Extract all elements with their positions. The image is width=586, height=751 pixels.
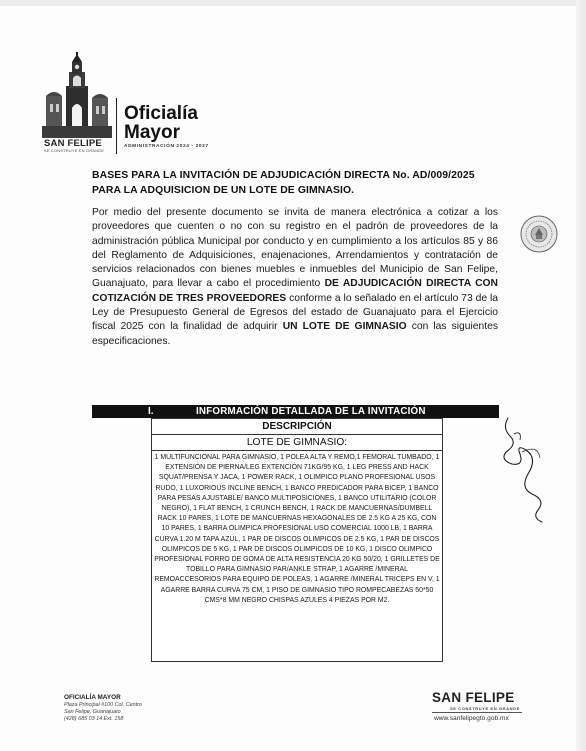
table-item-detail: 1 MULTIFUNCIONAL PARA GIMNASIO, 1 POLEA ALTA Y REMO,1 FEMORAL TUMBADO, 1 EXTENSIÓN DE PIERNA/LEG EXTENCIÓN 71KG/95 KG, 1 LEG PRESS AND HACK SQUAT/PRENSA Y JACA, 1 POWER RACK, 1 OLIMPICO PLANO PROFESIONAL USOS RUDO, 1 LUXORIOUS INCLINE BENCH, 1 BANCO PREDICADOR PARA BICEP, 1 BANCO PARA PESAS AJUSTABLE/ BANCO MULTIPOSICIONES, 1 BANCO UTILITARIO (COLOR NEGRO), 1 FLAT BENCH, 1 CRUNCH BENCH, 1 RACK DE MANCUERNAS/DUMBELL RACK 10 PARES, 1 LOTE DE MANCUERNAS HEXAGONALES DE 2.5 KG A 25 KG, CON 10 PARES, 1 BARRA OLIMPICA PROFESIONAL USO COMERCIAL 1000 LB, 1 BARRA CURVA 1.20 M TAPA AZUL, 1 PAR DE DISCOS OLIMPICOS DE 2.5 KG, 1 PAR DE DISCOS OLIMPICOS DE 5 KG, 1 PAR DE DISCOS OLIMPICOS DE 10 KG, 1 DISCO OLIMPICO PROFESIONAL FORRO DE GOMA DE ALTA RESISTENCIA 20 KG 50/20, 1 GRILLETES DE TOBILLO PARA GIMNASIO PAR/ANKLE STRAP, 1 AGARRE /MINERAL REMOACCESORIOS PARA EQUIPO DE POLEAS, 1 AGARRE /MINERAL TRICEPS EN V, 1 AGARRE BARRA CURVA 75 CM, 1 PISO DE GIMNASIO TIPO ROMPECABEZAS 50*50 CMS*8 MM NEGRO CHISPAS AZULES 4 PIEZAS POR M2.	[154, 454, 440, 604]
municipal-logo	[42, 52, 112, 152]
paragraph-text-2: conforme a lo señalado en el artículo 73 de la Ley de Presupuesto General de Egresos del estado de Guanajuato para el Ejercicio fiscal 2025 con la finalidad de adquirir	[92, 292, 498, 333]
scan-edge-top	[0, 0, 586, 6]
footer-phone: (428) 685 03 14 Ext. 158	[64, 716, 124, 722]
invitation-paragraph	[92, 206, 498, 349]
description-table	[151, 418, 443, 662]
paragraph-bold-1: DE ADJUDICACIÓN DIRECTA CON COTIZACIÓN DE TRES PROVEEDORES	[92, 278, 498, 304]
official-seal	[520, 215, 558, 253]
footer-contact	[64, 694, 142, 723]
signature-mark	[498, 414, 558, 524]
table-header-description: DESCRIPCIÓN	[152, 419, 442, 435]
logo-tagline: SE CONSTRUYE EN GRANDE	[44, 149, 105, 153]
document-title	[92, 168, 512, 198]
department-line-2: Mayor	[124, 122, 180, 143]
section-number: I.	[148, 406, 154, 417]
footer-website[interactable]: www.sanfelipegto.gob.mx	[434, 715, 509, 722]
table-item-title: LOTE DE GIMNASIO:	[152, 435, 442, 451]
department-title	[124, 104, 198, 142]
paragraph-text-3: con las siguientes especificaciones.	[92, 321, 498, 347]
department-line-1: Oficialía	[124, 103, 198, 124]
scan-edge-right	[576, 0, 586, 751]
footer-address-2: San Felipe, Guanajuato	[64, 709, 121, 715]
paragraph-text-1: Por medio del presente documento se invita de manera electrónica a cotizar a los proveedores que cuenten o no con su registro en el padrón de proveedores de la administración pública Municipal por conducto y en cumplimiento a los artículos 85 y 86 del Reglamento de Adquisiciones, enajenaciones, Arrendamientos y contratación de servicios relacionados con bienes muebles e inmuebles del Municipio de San Felipe, Guanajuato, para llevar a cabo el procedimiento	[92, 207, 498, 290]
church-tower-icon	[42, 52, 112, 138]
handwritten-signature	[498, 414, 558, 524]
footer-brand: SAN FELIPE	[432, 690, 515, 705]
footer-brand-tagline: SE CONSTRUYE EN GRANDE	[450, 706, 520, 711]
section-header	[92, 405, 499, 418]
section-title: INFORMACIÓN DETALLADA DE LA INVITACIÓN	[196, 406, 426, 417]
logo-name: SAN FELIPE	[44, 138, 102, 149]
title-line-1: BASES PARA LA INVITACIÓN DE ADJUDICACIÓN DIRECTA No. AD/009/2025	[92, 170, 475, 181]
administration-period: ADMINISTRACIÓN 2024 - 2027	[124, 144, 209, 149]
footer-address-1: Plaza Principal #100 Col. Centro	[64, 702, 142, 708]
title-line-2: PARA LA ADQUISICION DE UN LOTE DE GIMNASIO.	[92, 185, 355, 196]
footer-rule	[432, 712, 522, 713]
paragraph-bold-2: UN LOTE DE GIMNASIO	[282, 321, 407, 333]
seal-icon	[520, 215, 558, 253]
footer-office: OFICIALÍA MAYOR	[64, 694, 121, 701]
header-divider	[116, 98, 117, 154]
